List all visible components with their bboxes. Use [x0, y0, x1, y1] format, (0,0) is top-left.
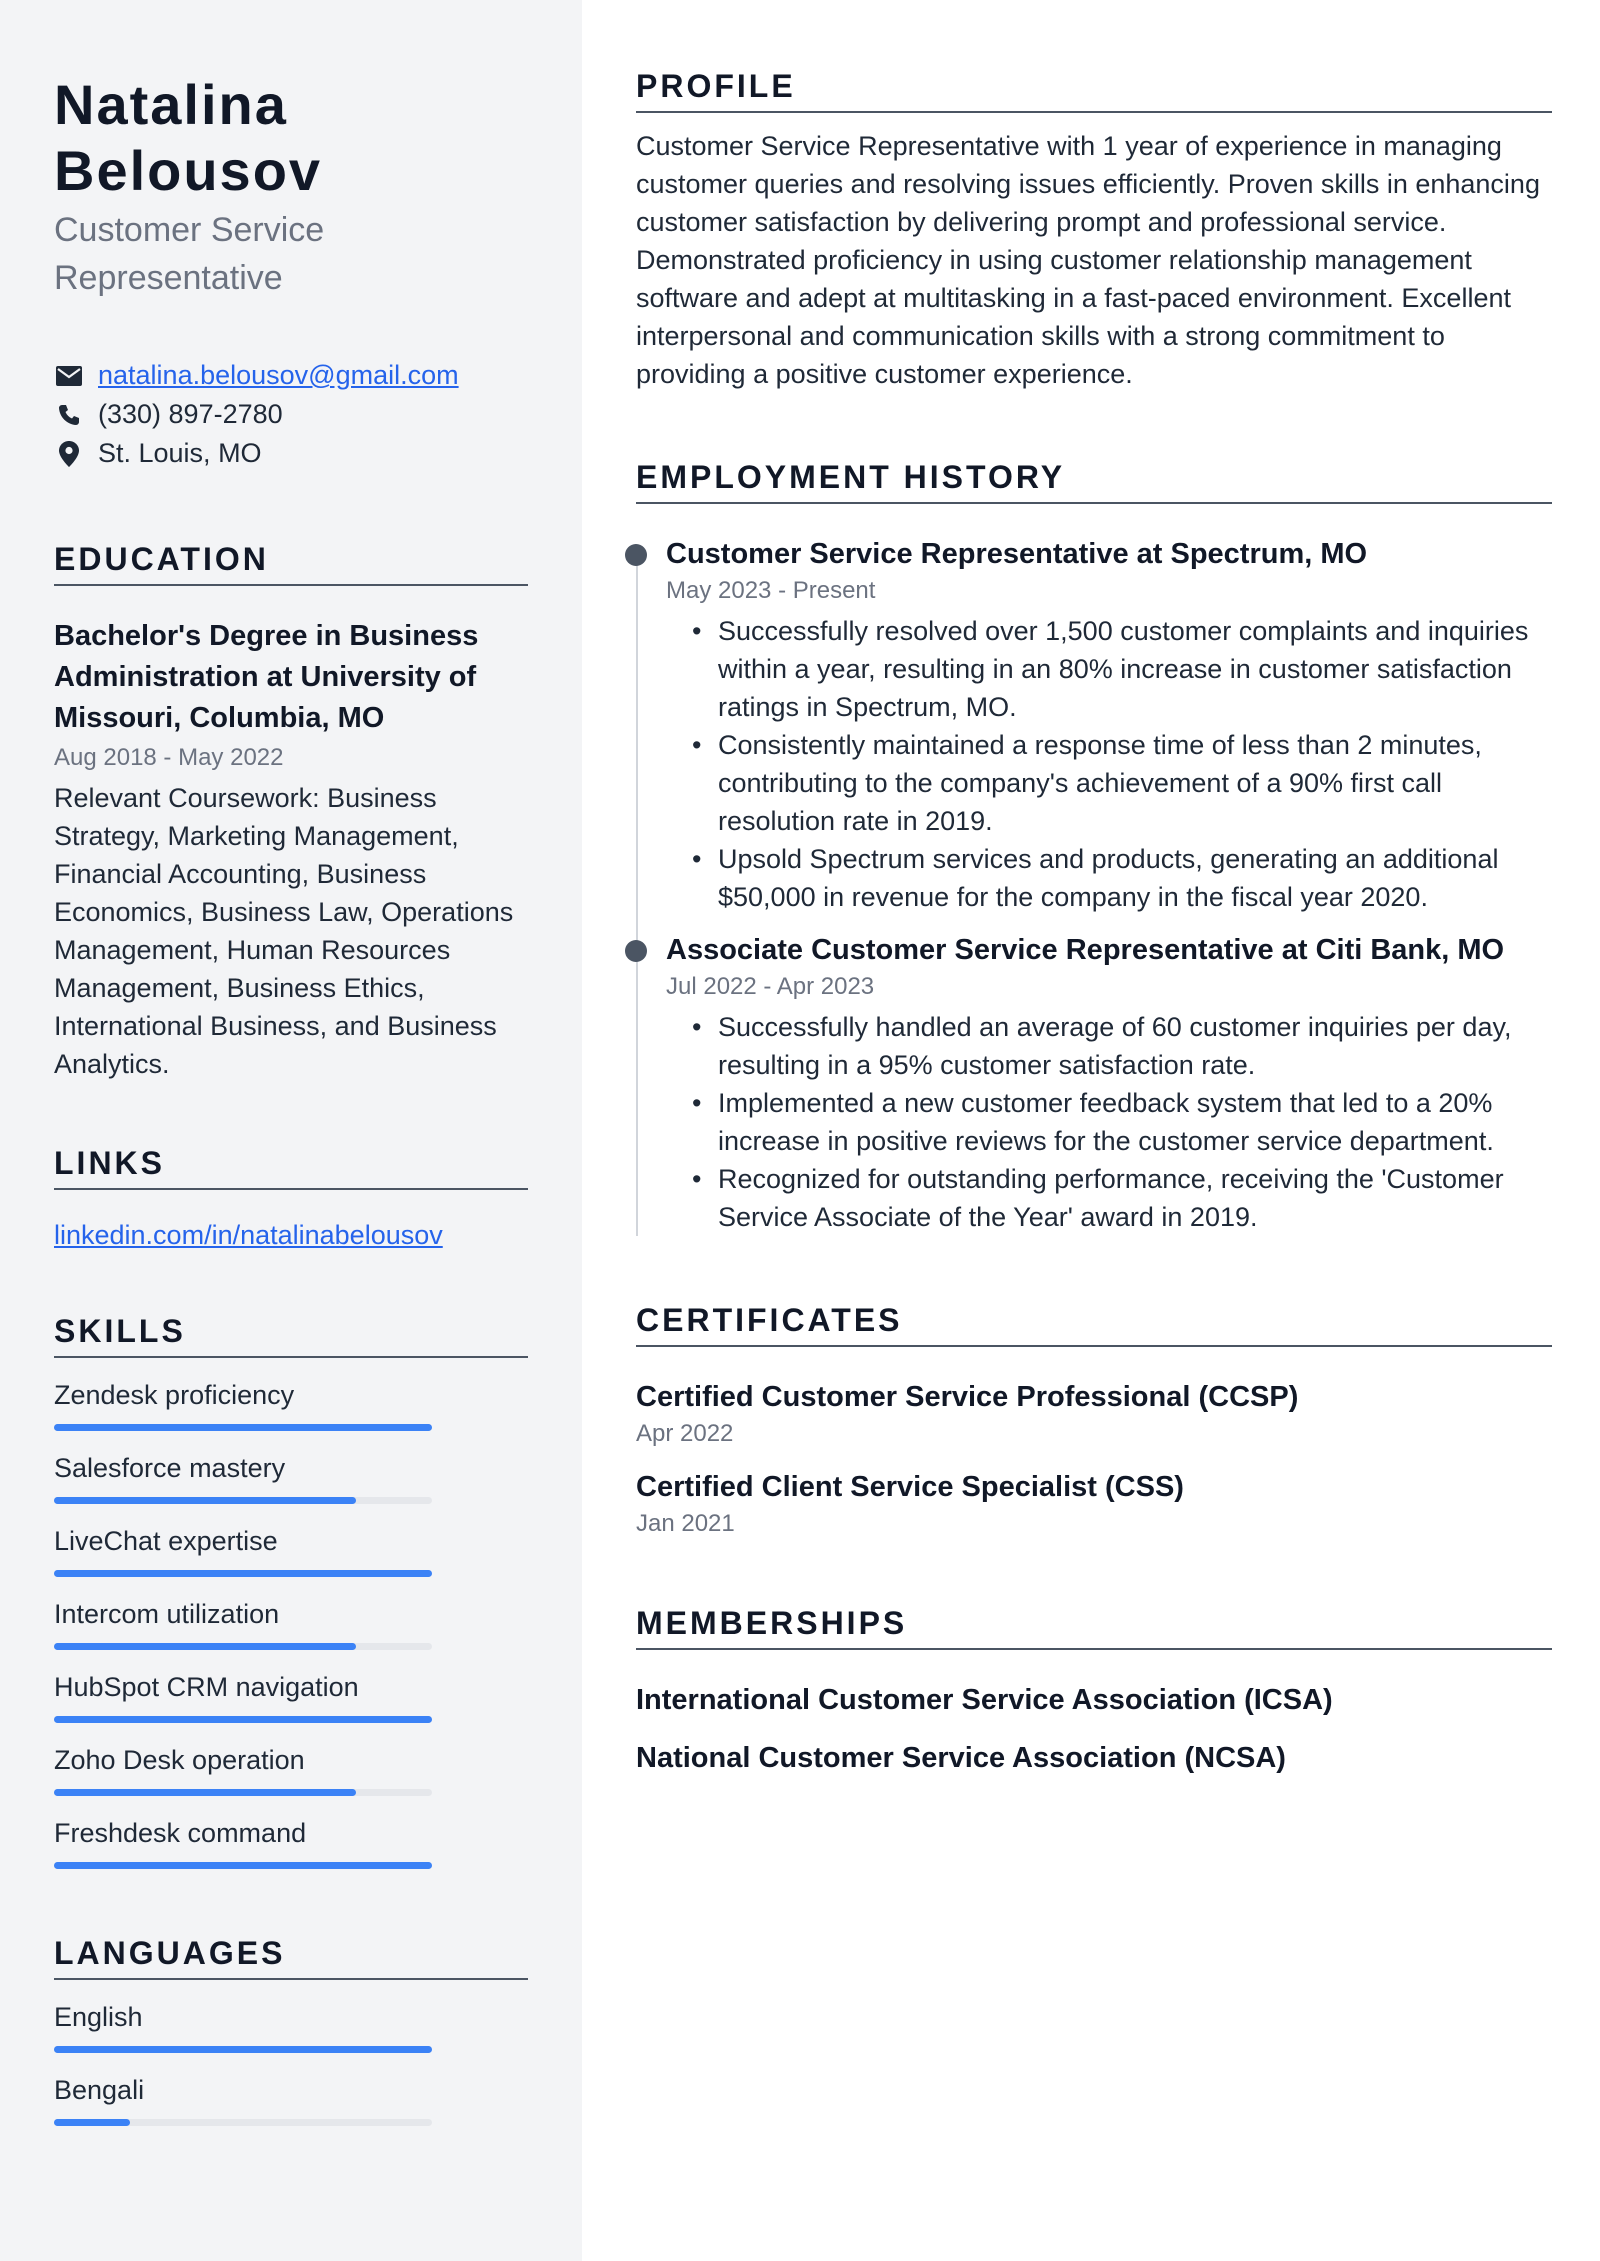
skill-bar-fill — [54, 1716, 432, 1723]
job-bullet — [666, 1008, 1552, 1084]
bullet-line: contributing to the company's achievement of a 90% first call — [718, 768, 1443, 798]
bullet-line: • Recognized for outstanding performance, receiving the 'Customer — [718, 1164, 1504, 1194]
education-dates: Aug 2018 - May 2022 — [54, 744, 284, 771]
sidebar — [0, 0, 582, 2261]
education-degree — [54, 616, 528, 739]
job-entry — [666, 534, 1552, 916]
skill-label: HubSpot CRM navigation — [54, 1672, 359, 1702]
timeline-dot — [625, 544, 647, 566]
language-item — [54, 2071, 528, 2126]
details-line: Management, Human Resources — [54, 935, 451, 965]
skill-label: Intercom utilization — [54, 1599, 280, 1629]
job-bullet — [666, 726, 1552, 840]
certificate-date: Jan 2021 — [636, 1510, 735, 1537]
bullet-line: • Implemented a new customer feedback system that led to a 20% — [718, 1088, 1493, 1118]
skill-item — [54, 1449, 528, 1504]
skill-label: Salesforce mastery — [54, 1453, 286, 1483]
language-label: Bengali — [54, 2075, 145, 2105]
degree-line: Bachelor's Degree in Business — [54, 620, 479, 652]
timeline-line — [636, 548, 638, 1236]
skill-item — [54, 1668, 528, 1723]
education-section — [54, 541, 528, 1083]
details-line: Management, Business Ethics, — [54, 973, 425, 1003]
skills-heading: SKILLS — [54, 1313, 528, 1358]
title-line: Customer Service — [54, 211, 325, 249]
membership-item: National Customer Service Association (NCSA) — [636, 1742, 1286, 1774]
bullet-line: • Upsold Spectrum services and products, generating an additional — [718, 844, 1499, 874]
language-label: English — [54, 2002, 143, 2032]
bullet-line: ratings in Spectrum, MO. — [718, 692, 1017, 722]
last-name: Belousov — [54, 139, 323, 202]
bullet-line: Service Associate of the Year' award in 2019. — [718, 1202, 1258, 1232]
skills-list — [54, 1376, 528, 1869]
degree-line: Missouri, Columbia, MO — [54, 702, 385, 734]
phone-icon — [54, 400, 84, 430]
skill-bar — [54, 1716, 432, 1723]
skill-bar-fill — [54, 1862, 432, 1869]
membership-item: International Customer Service Association (ICSA) — [636, 1684, 1333, 1716]
job-bullet — [666, 612, 1552, 726]
skill-label: Freshdesk command — [54, 1818, 307, 1848]
language-bar-fill — [54, 2046, 432, 2053]
skill-item — [54, 1522, 528, 1577]
details-line: Economics, Business Law, Operations — [54, 897, 514, 927]
languages-list — [54, 1998, 528, 2126]
links-heading: LINKS — [54, 1145, 528, 1190]
bullet-line: within a year, resulting in an 80% increase in customer satisfaction — [718, 654, 1512, 684]
employment-timeline — [636, 534, 1552, 1236]
job-dates: Jul 2022 - Apr 2023 — [666, 973, 875, 1000]
candidate-title — [54, 206, 528, 302]
profile-line: Demonstrated proficiency in using customer relationship management — [636, 245, 1472, 275]
candidate-name — [54, 72, 528, 204]
job-bullet — [666, 840, 1552, 916]
main-content — [582, 0, 1600, 2261]
skill-bar — [54, 1424, 432, 1431]
job-dates: May 2023 - Present — [666, 577, 876, 604]
job-bullet — [666, 1160, 1552, 1236]
details-line: Analytics. — [54, 1049, 170, 1079]
skill-item — [54, 1741, 528, 1796]
bullet-line: • Consistently maintained a response time of less than 2 minutes, — [718, 730, 1482, 760]
certificate-title: Certified Client Service Specialist (CSS) — [636, 1471, 1184, 1503]
job-bullet — [666, 1084, 1552, 1160]
bullet-line: resolution rate in 2019. — [718, 806, 993, 836]
skill-bar-fill — [54, 1643, 356, 1650]
profile-heading: PROFILE — [636, 68, 1552, 113]
details-line: Relevant Coursework: Business — [54, 783, 437, 813]
profile-line: customer queries and resolving issues efficiently. Proven skills in enhancing — [636, 169, 1540, 199]
certificates-heading: CERTIFICATES — [636, 1302, 1552, 1347]
bullet-line: • Successfully handled an average of 60 customer inquiries per day, — [718, 1012, 1512, 1042]
languages-heading: LANGUAGES — [54, 1935, 528, 1980]
location-text: St. Louis, MO — [98, 438, 262, 468]
contact-phone — [54, 395, 528, 434]
skill-bar — [54, 1643, 432, 1650]
certificate-title: Certified Customer Service Professional (CCSP) — [636, 1381, 1299, 1413]
job-title: Customer Service Representative at Spectrum, MO — [666, 538, 1368, 570]
map-pin-icon — [54, 439, 84, 469]
certificate-item — [636, 1467, 1552, 1541]
links-section — [54, 1145, 528, 1251]
language-item — [54, 1998, 528, 2053]
title-line: Representative — [54, 259, 283, 297]
contact-location — [54, 434, 528, 473]
language-bar-fill — [54, 2119, 130, 2126]
skill-item — [54, 1376, 528, 1431]
timeline-dot — [625, 940, 647, 962]
contact-email — [54, 356, 528, 395]
skill-item — [54, 1814, 528, 1869]
profile-line: customer satisfaction by delivering prompt and professional service. — [636, 207, 1447, 237]
phone-number: (330) 897-2780 — [98, 399, 283, 429]
bullet-line: • Successfully resolved over 1,500 customer complaints and inquiries — [718, 616, 1529, 646]
skill-bar-fill — [54, 1570, 432, 1577]
skill-bar-fill — [54, 1789, 356, 1796]
profile-text — [636, 127, 1552, 393]
skill-item — [54, 1595, 528, 1650]
memberships-heading: MEMBERSHIPS — [636, 1605, 1552, 1650]
job-title: Associate Customer Service Representative at Citi Bank, MO — [666, 934, 1505, 966]
certificate-item — [636, 1377, 1552, 1451]
skill-label: Zoho Desk operation — [54, 1745, 305, 1775]
details-line: International Business, and Business — [54, 1011, 497, 1041]
skill-bar — [54, 1862, 432, 1869]
language-bar — [54, 2119, 432, 2126]
skill-bar — [54, 1570, 432, 1577]
skill-bar-fill — [54, 1424, 432, 1431]
profile-line: providing a positive customer experience. — [636, 359, 1133, 389]
skill-bar-fill — [54, 1497, 356, 1504]
degree-line: Administration at University of — [54, 661, 477, 693]
first-name: Natalina — [54, 73, 288, 136]
bullet-line: increase in positive reviews for the customer service department. — [718, 1126, 1494, 1156]
skill-bar — [54, 1497, 432, 1504]
certificate-date: Apr 2022 — [636, 1420, 734, 1447]
profile-line: software and adept at multitasking in a fast-paced environment. Excellent — [636, 283, 1511, 313]
certificates-section — [636, 1302, 1552, 1541]
languages-section — [54, 1935, 528, 2126]
contact-list — [54, 356, 528, 473]
job-bullets — [666, 1008, 1552, 1236]
education-details — [54, 779, 528, 1083]
envelope-icon — [54, 361, 84, 391]
skill-label: Zendesk proficiency — [54, 1380, 295, 1410]
details-line: Strategy, Marketing Management, — [54, 821, 459, 851]
job-entry — [666, 930, 1552, 1236]
skill-label: LiveChat expertise — [54, 1526, 278, 1556]
bullet-line: $50,000 in revenue for the company in the fiscal year 2020. — [718, 882, 1428, 912]
bullet-line: resulting in a 95% customer satisfaction rate. — [718, 1050, 1256, 1080]
employment-heading: EMPLOYMENT HISTORY — [636, 459, 1552, 504]
details-line: Financial Accounting, Business — [54, 859, 427, 889]
education-heading: EDUCATION — [54, 541, 528, 586]
memberships-section — [636, 1605, 1552, 1778]
profile-line: interpersonal and communication skills with a strong commitment to — [636, 321, 1445, 351]
job-bullets — [666, 612, 1552, 916]
profile-section — [636, 68, 1552, 393]
language-bar — [54, 2046, 432, 2053]
profile-line: Customer Service Representative with 1 year of experience in managing — [636, 131, 1502, 161]
skill-bar — [54, 1789, 432, 1796]
email-link[interactable]: natalina.belousov@gmail.com — [98, 360, 459, 390]
linkedin-link[interactable]: linkedin.com/in/natalinabelousov — [54, 1220, 443, 1250]
skills-section — [54, 1313, 528, 1869]
employment-section — [636, 459, 1552, 1236]
